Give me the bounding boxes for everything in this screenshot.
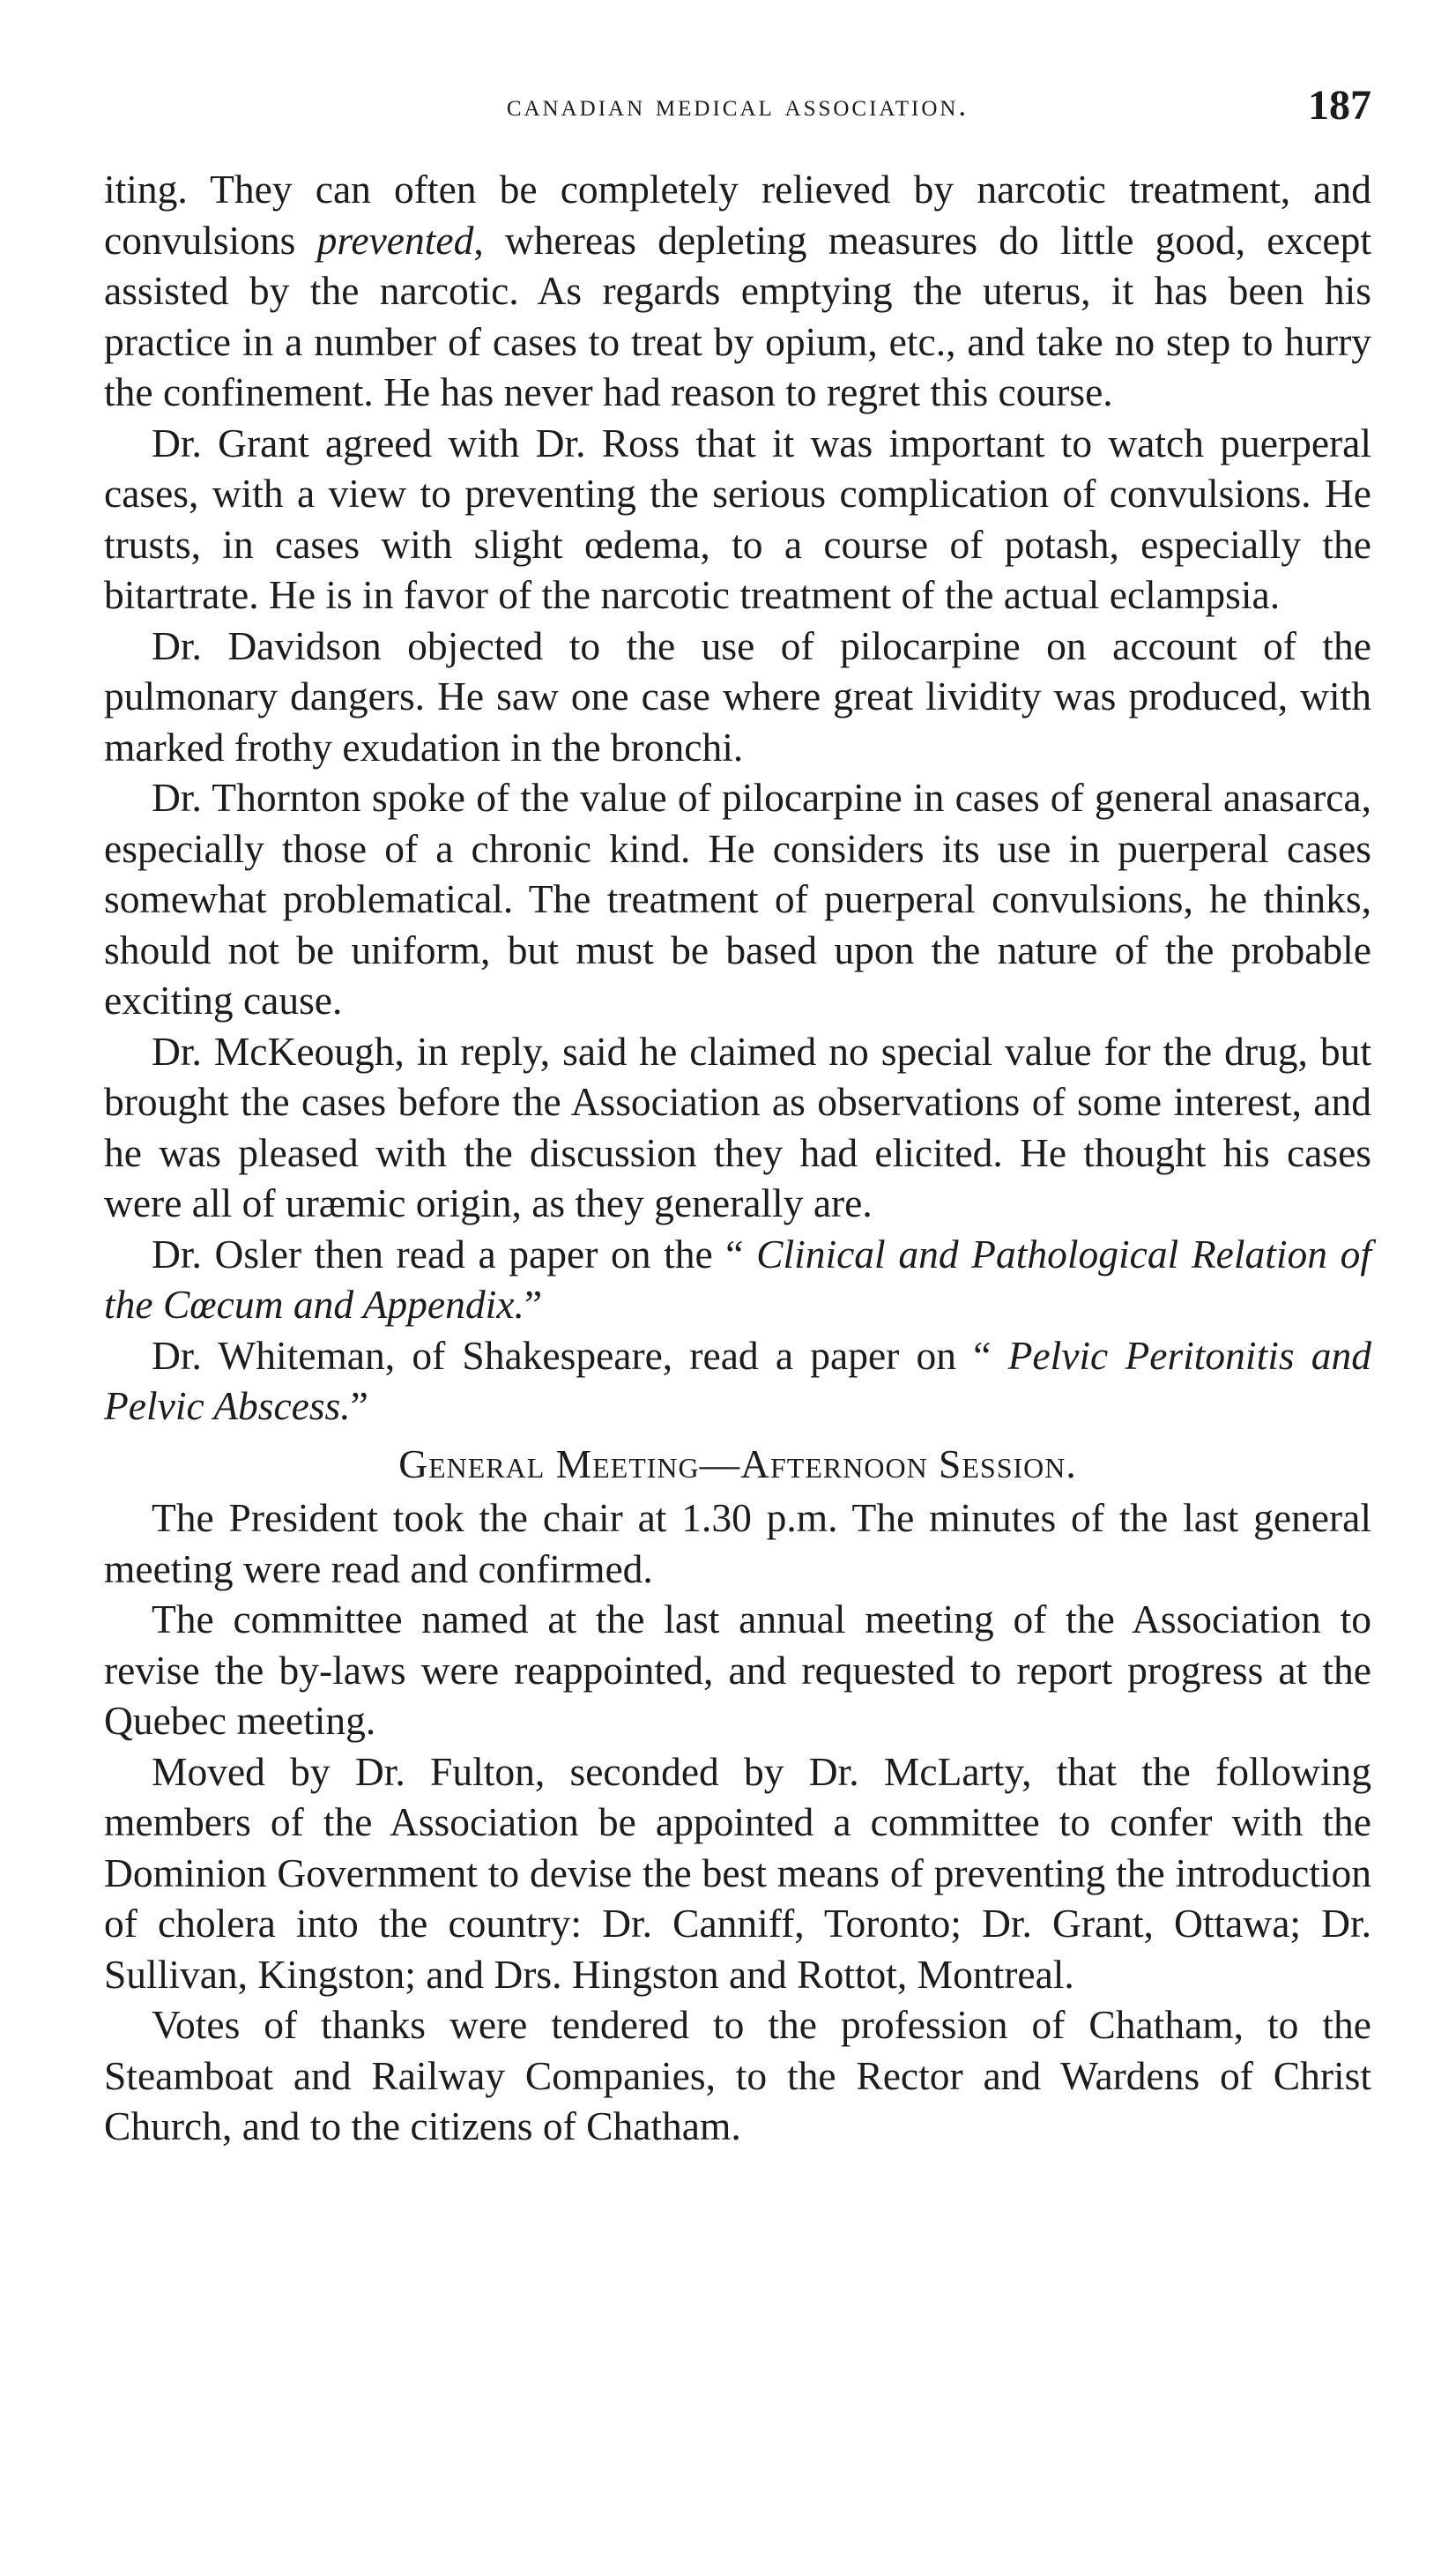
paragraph-dr-grant: Dr. Grant agreed with Dr. Ross that it was important to watch puerperal cases, with a view to preventing the serious complication of convulsions. He trusts, in cases with slight œdema, to a course of potash, especially the bitartrate. He is in favor of the narcotic treatment of the actual eclampsia. — [104, 420, 1371, 617]
running-head — [104, 81, 1371, 141]
p7-text-before: Dr. Whiteman, of Shakespeare, read a paper on “ — [152, 1332, 1008, 1378]
paragraph-dr-whiteman — [104, 1330, 1371, 1432]
section-heading: General Meeting—Afternoon Session. — [398, 1440, 1077, 1486]
paragraph-dr-davidson: Dr. Davidson objected to the use of pilocarpine on account of the pulmonary dangers. He saw one case where great lividity was produced, with marked frothy exudation in the bronchi. — [104, 622, 1371, 770]
paragraph-president: The President took the chair at 1.30 p.m. The minutes of the last general meeting were read and confirmed. — [104, 1495, 1371, 1591]
p1-italic: prevented — [316, 217, 474, 263]
p7-text-after: ” — [350, 1383, 368, 1428]
paragraph-dr-osler — [104, 1229, 1371, 1330]
body-text — [104, 164, 1371, 2152]
running-title: canadian medical association. — [506, 88, 969, 123]
paragraph-continuation — [104, 164, 1371, 418]
page-number: 187 — [1308, 82, 1371, 129]
p6-text-after: ” — [524, 1282, 543, 1327]
document-page — [104, 81, 1371, 2152]
p1-text-after: , whereas depleting measures do little good, except assisted by the narcotic. As regards emptying the uterus, it has been his practice in a number of cases to treat by opium, etc., and take no step to hurry the confinement. He has never had reason to regret this course. — [104, 217, 1371, 414]
p6-text-before: Dr. Osler then read a paper on the “ — [152, 1231, 757, 1277]
paragraph-votes-of-thanks: Votes of thanks were tendered to the profession of Chatham, to the Steamboat and Railway Companies, to the Rector and Wardens of Christ Church, and to the citizens of Chatham. — [104, 2002, 1371, 2148]
paragraph-dr-mckeough: Dr. McKeough, in reply, said he claimed no special value for the drug, but brought the cases before the Association as observations of some interest, and he was pleased with the discussion they had elicited. He thought his cases were all of uræmic origin, as they generally are. — [104, 1028, 1371, 1225]
paragraph-committee-bylaws: The committee named at the last annual meeting of the Association to revise the by-laws were reappointed, and requested to report progress at the Quebec meeting. — [104, 1597, 1371, 1743]
p1-text-before: iting. They can often be completely relieved by narcotic treatment, and convulsions — [104, 167, 1371, 263]
p6-paper-title: Clinical and Pathological Relation of the Cœcum and Appendix. — [104, 1231, 1372, 1327]
paragraph-dr-thornton: Dr. Thornton spoke of the value of pilocarpine in cases of general anasarca, especially those of a chronic kind. He considers its use in puerperal cases somewhat problematical. The treatment of puerperal convulsions, he thinks, should not be uniform, but must be based upon the nature of the probable exciting cause. — [104, 775, 1371, 1023]
paragraph-cholera-motion: Moved by Dr. Fulton, seconded by Dr. McLarty, that the following members of the Association be appointed a committee to confer with the Dominion Government to devise the best means of preventing the introduction of cholera into the country: Dr. Canniff, Toronto; Dr. Grant, Ottawa; Dr. Sullivan, Kingston; and Drs. Hingston and Rottot, Montreal. — [104, 1748, 1371, 1997]
p7-paper-title: Pelvic Peritonitis and Pelvic Abscess. — [104, 1332, 1372, 1428]
